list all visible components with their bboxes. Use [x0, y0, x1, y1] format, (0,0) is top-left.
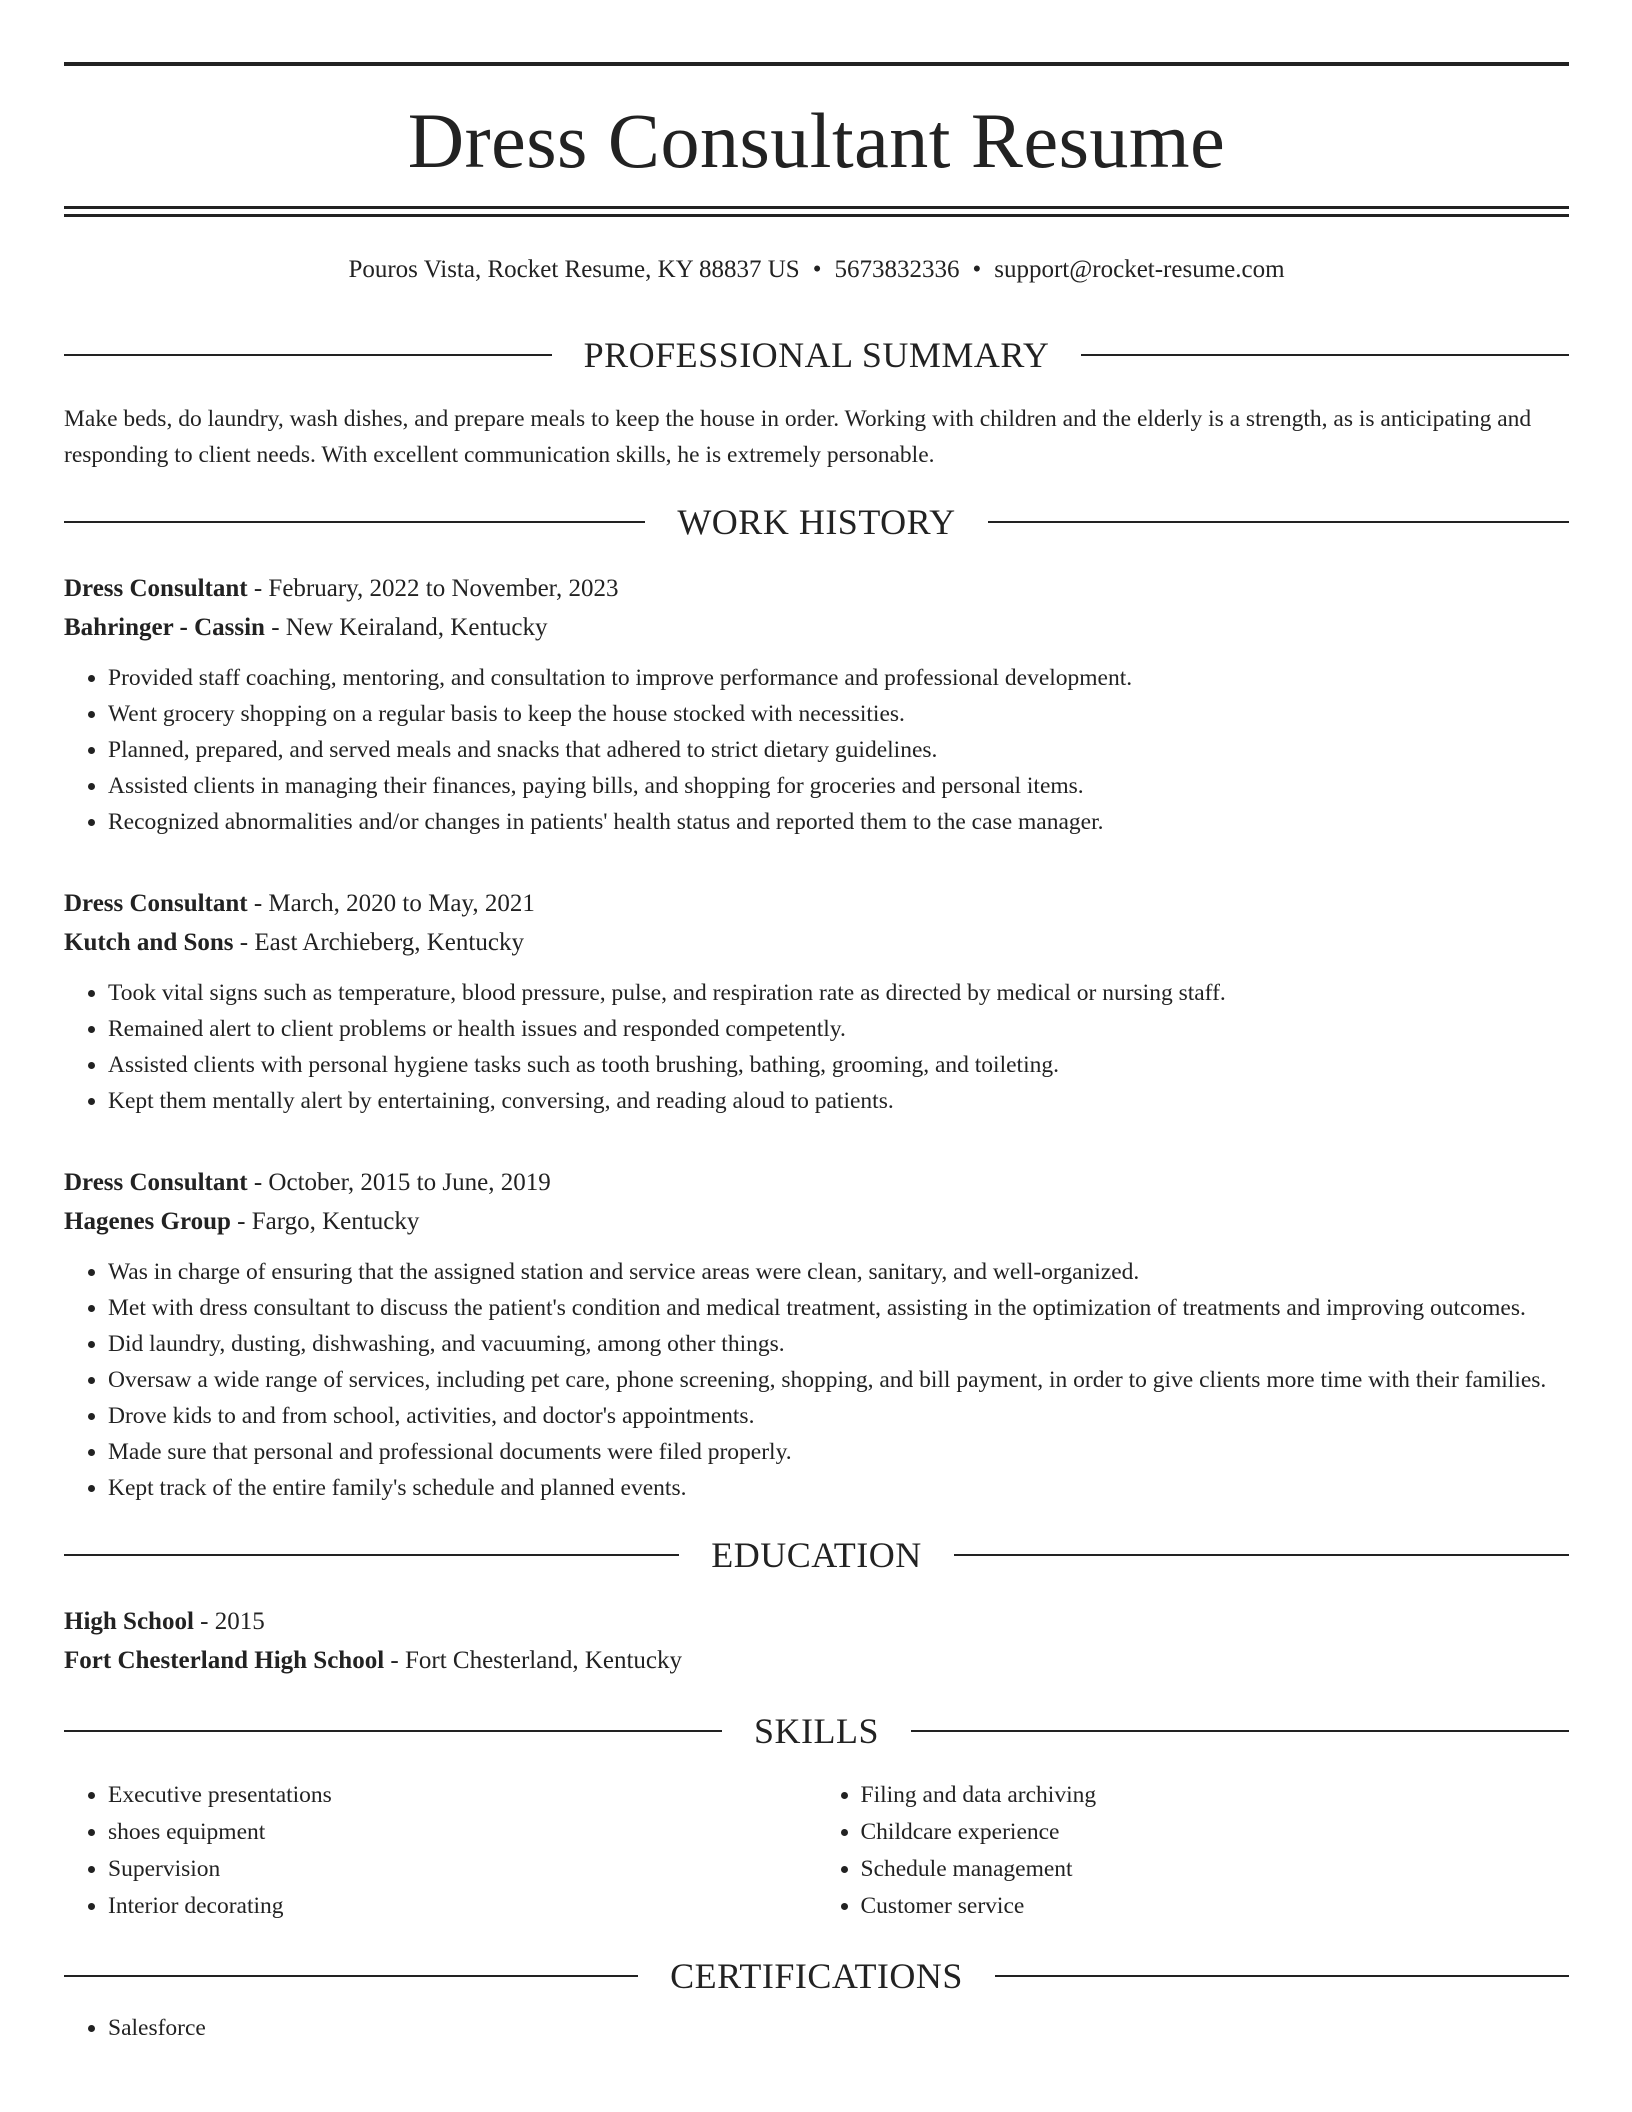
job-title: Dress Consultant: [64, 890, 248, 917]
section-title-education: EDUCATION: [711, 1535, 922, 1575]
education-entry: [64, 1602, 1569, 1680]
job-bullets: [64, 975, 1569, 1119]
job-company-line: [64, 1202, 1569, 1241]
resume-title: Dress Consultant Resume: [407, 97, 1226, 184]
section-header-summary: [64, 334, 1569, 376]
job-company-line: [64, 923, 1569, 962]
job-location: - Fargo, Kentucky: [230, 1208, 420, 1235]
section-header-skills: [64, 1710, 1569, 1752]
divider-line: [64, 1554, 679, 1556]
divider-line: [954, 1554, 1569, 1556]
job-company-line: [64, 608, 1569, 647]
job-title-line: [64, 1163, 1569, 1202]
divider-line: [995, 1975, 1569, 1977]
education-degree-line: [64, 1602, 1569, 1641]
education-degree: High School: [64, 1608, 194, 1635]
list-item: • Kept them mentally alert by entertaining, conversing, and reading aloud to patients.: [108, 1083, 1569, 1119]
list-item: • Recognized abnormalities and/or changes in patients' health status and reported them to the case manager.: [108, 804, 1569, 840]
summary-text: Make beds, do laundry, wash dishes, and prepare meals to keep the house in order. Working with children and the elderly is a strength, as is anticipating and responding to client needs. With excellent communication skills, he is extremely personable.: [64, 406, 1532, 468]
education-school: Fort Chesterland High School: [64, 1647, 385, 1674]
title-double-rule: [64, 206, 1569, 217]
skills-list-left: [64, 1777, 817, 1925]
skill-item: • Filing and data archiving: [861, 1777, 1570, 1814]
job-company: Kutch and Sons: [64, 929, 234, 956]
job-company: Bahringer - Cassin: [64, 614, 265, 641]
divider-line: [1081, 354, 1569, 356]
job-entry: [64, 569, 1569, 840]
contact-phone: 5673832336: [834, 256, 960, 283]
contact-separator: •: [812, 256, 822, 283]
skill-item: • Customer service: [861, 1888, 1570, 1925]
section-title-summary: PROFESSIONAL SUMMARY: [583, 335, 1050, 375]
resume-page: [64, 62, 1569, 2046]
job-bullets: [64, 1254, 1569, 1506]
job-title-line: [64, 569, 1569, 608]
list-item: • Went grocery shopping on a regular basis to keep the house stocked with necessities.: [108, 696, 1569, 732]
list-item: • Oversaw a wide range of services, including pet care, phone screening, shopping, and bill payment, in order to give clients more time with their families.: [108, 1362, 1569, 1398]
skill-item: • Executive presentations: [108, 1777, 817, 1814]
education-year: - 2015: [193, 1608, 265, 1635]
job-title: Dress Consultant: [64, 575, 248, 602]
job-dates: - October, 2015 to June, 2019: [247, 1169, 551, 1196]
list-item: • Kept track of the entire family's schedule and planned events.: [108, 1470, 1569, 1506]
contact-email[interactable]: support@rocket-resume.com: [994, 256, 1285, 283]
education-location: - Fort Chesterland, Kentucky: [384, 1647, 683, 1674]
section-title-skills: SKILLS: [754, 1711, 880, 1751]
skill-item: • shoes equipment: [108, 1814, 817, 1851]
list-item: • Made sure that personal and professional documents were filed properly.: [108, 1434, 1569, 1470]
skill-item: • Supervision: [108, 1851, 817, 1888]
section-header-education: [64, 1534, 1569, 1576]
contact-address: Pouros Vista, Rocket Resume, KY 88837 US: [348, 256, 800, 283]
list-item: • Provided staff coaching, mentoring, and consultation to improve performance and professional development.: [108, 660, 1569, 696]
divider-line: [64, 521, 645, 523]
contact-line: [64, 252, 1569, 288]
list-item: • Assisted clients with personal hygiene tasks such as tooth brushing, bathing, grooming, and toileting.: [108, 1047, 1569, 1083]
divider-line: [64, 1975, 638, 1977]
job-entry: [64, 884, 1569, 1119]
section-title-certifications: CERTIFICATIONS: [670, 1956, 963, 1996]
skill-item: • Childcare experience: [861, 1814, 1570, 1851]
job-dates: - February, 2022 to November, 2023: [247, 575, 619, 602]
skill-item: • Schedule management: [861, 1851, 1570, 1888]
job-dates: - March, 2020 to May, 2021: [247, 890, 535, 917]
certifications-list: [64, 2010, 1569, 2046]
divider-line: [988, 521, 1569, 523]
top-rule: [64, 62, 1569, 66]
certification-item: • Salesforce: [108, 2010, 1569, 2046]
list-item: • Took vital signs such as temperature, blood pressure, pulse, and respiration rate as directed by medical or nursing staff.: [108, 975, 1569, 1011]
section-header-certifications: [64, 1955, 1569, 1997]
section-header-work: [64, 501, 1569, 543]
job-bullets: [64, 660, 1569, 840]
job-location: - New Keiraland, Kentucky: [264, 614, 548, 641]
job-entry: [64, 1163, 1569, 1506]
divider-line: [64, 354, 552, 356]
section-title-work: WORK HISTORY: [677, 502, 956, 542]
skills-list-right: [817, 1777, 1570, 1925]
job-title-line: [64, 884, 1569, 923]
skills-columns: [64, 1777, 1569, 1925]
education-school-line: [64, 1641, 1569, 1680]
divider-line: [64, 1730, 722, 1732]
list-item: • Drove kids to and from school, activities, and doctor's appointments.: [108, 1398, 1569, 1434]
list-item: • Was in charge of ensuring that the assigned station and service areas were clean, sanitary, and well-organized.: [108, 1254, 1569, 1290]
contact-separator: •: [972, 256, 982, 283]
job-location: - East Archieberg, Kentucky: [233, 929, 524, 956]
list-item: • Met with dress consultant to discuss the patient's condition and medical treatment, assisting in the optimization of treatments and improving outcomes.: [108, 1290, 1569, 1326]
job-company: Hagenes Group: [64, 1208, 231, 1235]
list-item: • Assisted clients in managing their finances, paying bills, and shopping for groceries and personal items.: [108, 768, 1569, 804]
list-item: • Remained alert to client problems or health issues and responded competently.: [108, 1011, 1569, 1047]
list-item: • Planned, prepared, and served meals and snacks that adhered to strict dietary guidelines.: [108, 732, 1569, 768]
divider-line: [911, 1730, 1569, 1732]
list-item: • Did laundry, dusting, dishwashing, and vacuuming, among other things.: [108, 1326, 1569, 1362]
job-title: Dress Consultant: [64, 1169, 248, 1196]
skill-item: • Interior decorating: [108, 1888, 817, 1925]
